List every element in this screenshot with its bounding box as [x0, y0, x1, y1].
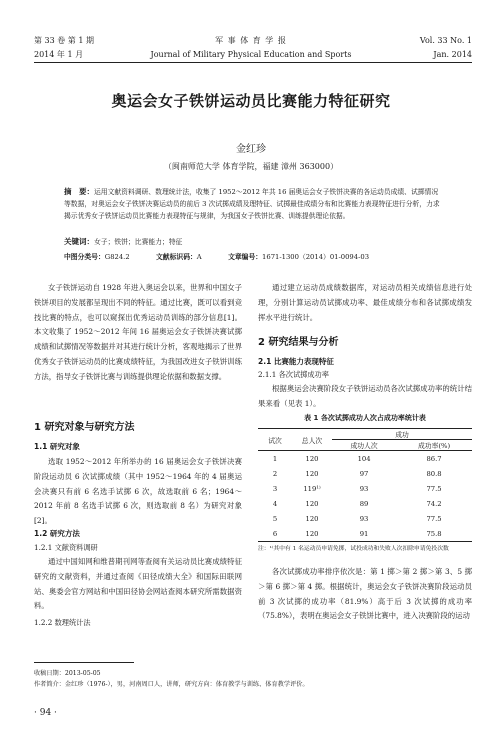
cell-trial: 6 — [272, 529, 278, 538]
cell-count: 89 — [359, 499, 369, 508]
abstract-label: 摘 要： — [64, 187, 94, 196]
after-table-body — [258, 565, 472, 624]
cell-trial: 4 — [272, 499, 278, 508]
section-1-1-body — [34, 455, 242, 529]
cell-total: 120 — [305, 529, 319, 538]
section-1-2-2-heading: 1.2.2 数理统计法 — [34, 618, 91, 627]
author-bio: 作者简介：金红珍（1976-），男，河南周口人，讲师，研究方向：体育教学与训练、体育教学评价。 — [34, 681, 309, 688]
journal-name: 军 事 体 育 学 报 — [215, 36, 287, 45]
th-success-rate: 成功率(%) — [396, 440, 472, 451]
table-row — [258, 496, 472, 511]
paper-title: 奥运会女子铁饼运动员比赛能力特征研究 — [111, 92, 391, 110]
doc-code-value: A — [196, 253, 202, 261]
left-intro — [34, 281, 242, 385]
affiliation: （闽南师范大学 体育学院，福建 漳州 363000） — [163, 162, 339, 171]
section-1-2-1-text: 通过中国知网和维普期刊网等查阅有关运动员比赛成绩特征研究的文献资料，并通过查阅《田径成绩大全》和国际田联网站、奥委会官方网站和中国田径协会网站查阅本研究所需数据资料。 — [34, 557, 242, 611]
table-row — [258, 511, 472, 526]
cell-trial: 3 — [272, 484, 278, 493]
header-rule — [34, 62, 472, 63]
journal-volume: 第 33 卷 第 1 期 — [34, 36, 94, 45]
cell-count: 93 — [359, 514, 369, 523]
clc-value: G824.2 — [104, 253, 130, 261]
journal-date-en: Jan. 2014 — [433, 50, 472, 59]
section-1-2-1-body — [34, 555, 242, 614]
journal-date: 2014 年 1 月 — [34, 50, 84, 59]
table-row — [258, 481, 472, 496]
classification-line — [64, 251, 369, 261]
cell-rate: 77.5 — [426, 514, 442, 523]
table-row — [258, 466, 472, 481]
th-trial: 试次 — [258, 429, 292, 451]
keywords-label: 关键词： — [64, 237, 94, 246]
cell-rate: 86.7 — [426, 454, 442, 463]
cell-total: 120 — [305, 499, 319, 508]
doc-code-label: 文献标识码： — [156, 253, 197, 261]
cell-count: 97 — [359, 469, 369, 478]
th-success: 成功 — [332, 429, 472, 440]
cell-count: 91 — [359, 529, 369, 538]
section-2-1-heading: 2.1 比赛能力表现特征 — [258, 357, 334, 366]
cell-rate: 75.8 — [426, 529, 442, 538]
section-1-2-heading: 1.2 研究方法 — [34, 529, 80, 538]
author-name: 金红珍 — [236, 144, 266, 155]
cell-count: 104 — [357, 454, 371, 463]
intro-paragraph: 女子铁饼运动自 1928 年进入奥运会以来，世界和中国女子铁饼项目的发展都呈现出不同的特征。通过比赛，既可以看到竞技比赛的特点，也可以窥探出优秀运动员训练的部分信息[1]。本文收集了 1952～2012 年间 16 届奥运会女子铁饼决赛试掷成绩和试掷情况等数据并对其进行统计分析，客观地揭示了世界优秀女子铁饼运动员的比赛成绩特征，为我国改进女子铁饼训练方法，指导女子铁饼比赛与训练提供理论依据和数据支撑。 — [34, 283, 242, 381]
th-success-count: 成功人次 — [332, 440, 396, 451]
keywords — [64, 236, 182, 247]
section-2-heading: 2 研究结果与分析 — [258, 337, 339, 348]
section-1-1-text: 选取 1952～2012 年所举办的 16 届奥运会女子铁饼决赛阶段运动员 6 次试掷成绩（其中 1952～1964 年的 4 届奥运会决赛只有前 6 名选手试掷 6 次，故选取前 6 名；1964～2012 年前 8 名选手试掷 6 次，则选取前 8 名）为研究对象[2]。 — [34, 457, 242, 526]
article-no-label: 文章编号： — [228, 253, 263, 261]
journal-name-en: Journal of Military Physical Education and Sports — [150, 50, 352, 59]
cell-trial: 5 — [272, 514, 278, 523]
cell-total: 120 — [305, 469, 319, 478]
right-intro — [258, 281, 472, 325]
footnote — [34, 668, 474, 690]
table-row — [258, 451, 472, 467]
cell-rate: 77.5 — [426, 484, 442, 493]
article-no-value: 1671-1300（2014）01-0094-03 — [262, 253, 370, 261]
table-caption: 表 1 各次试掷成功人次占成功率统计表 — [304, 414, 426, 422]
journal-vol-en: Vol. 33 No. 1 — [419, 36, 472, 45]
section-2-1-1-text: 根据奥运会决赛阶段女子铁饼运动员各次试掷成功率的统计结果来看（见表 1）。 — [258, 384, 472, 408]
abstract-text: 运用文献资料调研、数理统计法，收集了 1952～2012 年共 16 届奥运会女子铁饼决赛的各运动员成绩、试掷情况等数据，对奥运会女子铁饼决赛运动员的前后 3 次试掷成绩及理特征、试掷最佳成绩分布和比赛能力表现特征进行分析，力求揭示优秀女子铁饼运动员比赛能力表现特征与规律，为我国女子铁饼比赛、训练提供理论依据。 — [64, 188, 440, 220]
th-total: 总人次 — [292, 429, 332, 451]
cell-total: 120 — [305, 454, 319, 463]
section-1-heading: 1 研究对象与研究方法 — [34, 422, 135, 433]
page-number: · 94 · — [34, 708, 57, 718]
table-row — [258, 526, 472, 542]
keywords-text: 女子；铁饼；比赛能力；特征 — [94, 238, 183, 246]
cell-rate: 74.2 — [426, 499, 442, 508]
table-note: 注：¹⁾其中有 1 名运动员申请免掷，试投成功和失败人次扣除申请免投次数 — [258, 546, 449, 552]
cell-trial: 2 — [272, 469, 278, 478]
success-rate-table — [258, 428, 472, 542]
cell-count: 93 — [359, 484, 369, 493]
clc-label: 中图分类号： — [64, 253, 105, 261]
section-2-1-1-heading: 2.1.1 各次试掷成功率 — [258, 370, 329, 379]
cell-rate: 80.8 — [426, 469, 442, 478]
section-2-1-1-body — [258, 382, 472, 412]
section-1-1-heading: 1.1 研究对象 — [34, 442, 80, 451]
cell-total: 119¹⁾ — [303, 484, 321, 493]
right-intro-text: 通过建立运动员成绩数据库，对运动员相关成绩信息进行处理，分别计算运动员试掷成功率、最佳成绩分布和各试掷成绩发挥水平进行统计。 — [258, 283, 472, 322]
section-1-2-1-heading: 1.2.1 文献资料调研 — [34, 543, 98, 552]
abstract — [64, 186, 444, 222]
after-table-text: 各次试掷成功率排序依次是：第 1 掷＞第 2 掷＞第 3、5 掷＞第 6 掷＞第 4 掷。根据统计，奥运会女子铁饼决赛阶段运动员前 3 次试掷的成功率（81.9%）高于后 3 次试掷的成功率（75.8%），表明在奥运会女子铁饼比赛中，进入决赛阶段的运动 — [258, 567, 472, 621]
cell-trial: 1 — [272, 454, 278, 463]
received-date: 收稿日期：2013-05-05 — [34, 670, 101, 677]
footnote-rule — [34, 662, 134, 663]
cell-total: 120 — [305, 514, 319, 523]
